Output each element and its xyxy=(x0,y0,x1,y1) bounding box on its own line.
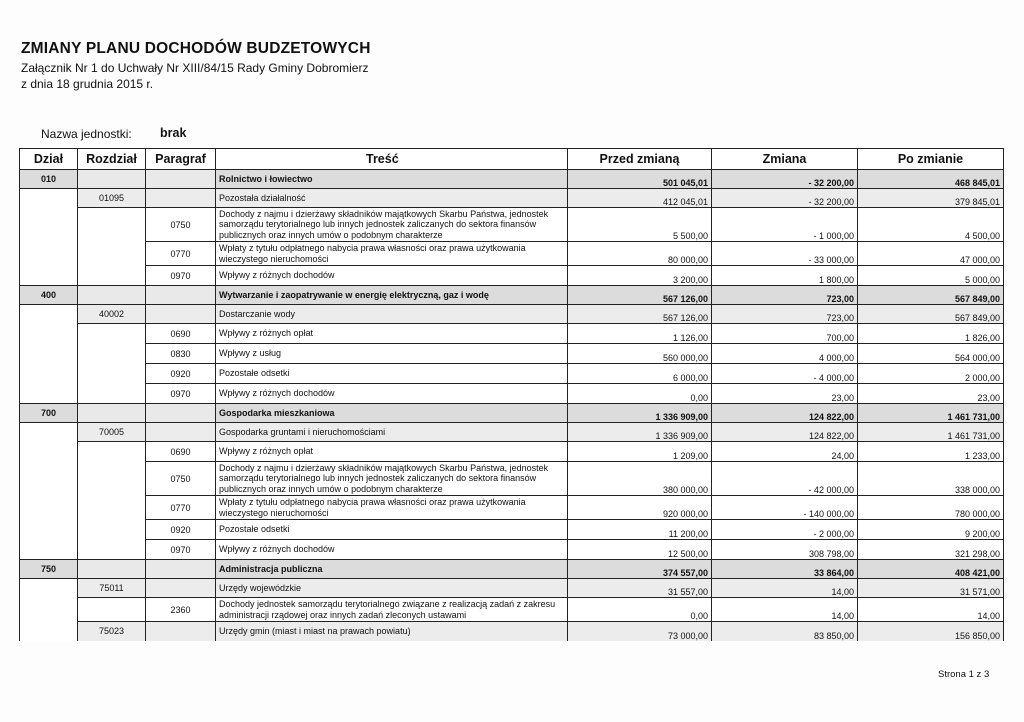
cell-po-zmianie: 780 000,00 xyxy=(858,496,1004,520)
cell-dzial xyxy=(20,598,78,622)
cell-tresc: Administracja publiczna xyxy=(216,560,568,579)
cell-tresc: Gospodarka mieszkaniowa xyxy=(216,404,568,423)
cell-dzial xyxy=(20,496,78,520)
cell-zmiana: 33 864,00 xyxy=(712,560,858,579)
unit-name-value: brak xyxy=(160,126,187,140)
cell-zmiana: 1 800,00 xyxy=(712,266,858,286)
table-row-paragraf xyxy=(20,324,1004,344)
cell-po-zmianie: 2 000,00 xyxy=(858,364,1004,384)
table-row-paragraf xyxy=(20,520,1004,540)
cell-paragraf: 0920 xyxy=(146,364,216,384)
table-row-paragraf xyxy=(20,496,1004,520)
budget-changes-table xyxy=(19,148,1004,641)
table-row-paragraf xyxy=(20,540,1004,560)
cell-rozdzial: 40002 xyxy=(78,305,146,324)
cell-dzial xyxy=(20,242,78,266)
cell-dzial xyxy=(20,344,78,364)
cell-rozdzial xyxy=(78,442,146,462)
table-row-paragraf xyxy=(20,242,1004,266)
cell-rozdzial xyxy=(78,170,146,189)
cell-przed-zmiana: 31 557,00 xyxy=(568,579,712,598)
cell-tresc: Wpływy z różnych dochodów xyxy=(216,540,568,560)
cell-przed-zmiana: 380 000,00 xyxy=(568,462,712,496)
cell-tresc: Urzędy wojewódzkie xyxy=(216,579,568,598)
cell-zmiana: 14,00 xyxy=(712,598,858,622)
cell-dzial xyxy=(20,579,78,598)
cell-tresc: Dochody jednostek samorządu terytorialnego związane z realizacją zadań z zakresu administracji rządowej oraz innych zadań zleconych ustawami xyxy=(216,598,568,622)
document-title: ZMIANY PLANU DOCHODÓW BUDZETOWYCH xyxy=(21,40,371,57)
cell-paragraf: 0770 xyxy=(146,496,216,520)
cell-rozdzial: 70005 xyxy=(78,423,146,442)
cell-dzial xyxy=(20,208,78,242)
cell-po-zmianie: 31 571,00 xyxy=(858,579,1004,598)
cell-przed-zmiana: 73 000,00 xyxy=(568,622,712,641)
cell-po-zmianie: 338 000,00 xyxy=(858,462,1004,496)
cell-po-zmianie: 567 849,00 xyxy=(858,286,1004,305)
cell-paragraf xyxy=(146,579,216,598)
cell-zmiana: 24,00 xyxy=(712,442,858,462)
cell-po-zmianie: 564 000,00 xyxy=(858,344,1004,364)
cell-tresc: Urzędy gmin (miast i miast na prawach powiatu) xyxy=(216,622,568,641)
cell-rozdzial xyxy=(78,560,146,579)
cell-tresc: Wpływy z różnych opłat xyxy=(216,324,568,344)
table-row-paragraf xyxy=(20,208,1004,242)
header-zmiana: Zmiana xyxy=(712,149,858,170)
cell-paragraf xyxy=(146,404,216,423)
cell-rozdzial xyxy=(78,266,146,286)
cell-paragraf: 0970 xyxy=(146,266,216,286)
cell-tresc: Wpłaty z tytułu odpłatnego nabycia prawa własności oraz prawa użytkowania wieczystego nieruchomości xyxy=(216,242,568,266)
cell-dzial: 700 xyxy=(20,404,78,423)
cell-przed-zmiana: 80 000,00 xyxy=(568,242,712,266)
cell-dzial: 400 xyxy=(20,286,78,305)
cell-tresc: Dostarczanie wody xyxy=(216,305,568,324)
cell-zmiana: - 4 000,00 xyxy=(712,364,858,384)
table-row-rozdzial xyxy=(20,189,1004,208)
cell-dzial xyxy=(20,266,78,286)
cell-zmiana: 4 000,00 xyxy=(712,344,858,364)
cell-dzial: 750 xyxy=(20,560,78,579)
cell-przed-zmiana: 5 500,00 xyxy=(568,208,712,242)
cell-przed-zmiana: 0,00 xyxy=(568,384,712,404)
cell-rozdzial xyxy=(78,242,146,266)
cell-tresc: Dochody z najmu i dzierżawy składników majątkowych Skarbu Państwa, jednostek samorządu terytorialnego lub innych jednostek zaliczanych do sektora finansów publicznych oraz innych umów o podobnym charakterze xyxy=(216,208,568,242)
table-row-rozdzial xyxy=(20,622,1004,641)
cell-po-zmianie: 321 298,00 xyxy=(858,540,1004,560)
cell-dzial xyxy=(20,189,78,208)
cell-zmiana: 83 850,00 xyxy=(712,622,858,641)
cell-przed-zmiana: 1 126,00 xyxy=(568,324,712,344)
cell-zmiana: - 42 000,00 xyxy=(712,462,858,496)
table-row-paragraf xyxy=(20,462,1004,496)
cell-zmiana: - 32 200,00 xyxy=(712,189,858,208)
cell-dzial xyxy=(20,423,78,442)
cell-tresc: Pozostałe odsetki xyxy=(216,520,568,540)
cell-po-zmianie: 47 000,00 xyxy=(858,242,1004,266)
cell-rozdzial xyxy=(78,208,146,242)
cell-przed-zmiana: 567 126,00 xyxy=(568,305,712,324)
table-row-dzial xyxy=(20,170,1004,189)
cell-po-zmianie: 4 500,00 xyxy=(858,208,1004,242)
cell-zmiana: - 2 000,00 xyxy=(712,520,858,540)
document-subtitle: Załącznik Nr 1 do Uchwały Nr XIII/84/15 Rady Gminy Dobromierz xyxy=(21,61,369,75)
cell-przed-zmiana: 374 557,00 xyxy=(568,560,712,579)
cell-po-zmianie: 379 845,01 xyxy=(858,189,1004,208)
cell-po-zmianie: 23,00 xyxy=(858,384,1004,404)
header-tresc: Treść xyxy=(216,149,568,170)
cell-tresc: Wpływy z różnych dochodów xyxy=(216,266,568,286)
cell-paragraf: 2360 xyxy=(146,598,216,622)
cell-rozdzial xyxy=(78,364,146,384)
table-row-dzial xyxy=(20,286,1004,305)
cell-po-zmianie: 468 845,01 xyxy=(858,170,1004,189)
cell-po-zmianie: 9 200,00 xyxy=(858,520,1004,540)
cell-przed-zmiana: 11 200,00 xyxy=(568,520,712,540)
cell-przed-zmiana: 412 045,01 xyxy=(568,189,712,208)
table-row-paragraf xyxy=(20,598,1004,622)
table-row-dzial xyxy=(20,560,1004,579)
cell-rozdzial: 75011 xyxy=(78,579,146,598)
cell-tresc: Rolnictwo i łowiectwo xyxy=(216,170,568,189)
cell-rozdzial xyxy=(78,598,146,622)
cell-dzial xyxy=(20,622,78,641)
cell-dzial xyxy=(20,540,78,560)
cell-dzial xyxy=(20,520,78,540)
table-row-rozdzial xyxy=(20,305,1004,324)
cell-rozdzial xyxy=(78,496,146,520)
cell-paragraf xyxy=(146,305,216,324)
cell-zmiana: - 1 000,00 xyxy=(712,208,858,242)
cell-po-zmianie: 14,00 xyxy=(858,598,1004,622)
cell-przed-zmiana: 560 000,00 xyxy=(568,344,712,364)
cell-zmiana: 700,00 xyxy=(712,324,858,344)
cell-przed-zmiana: 6 000,00 xyxy=(568,364,712,384)
table-row-dzial xyxy=(20,404,1004,423)
cell-paragraf: 0690 xyxy=(146,442,216,462)
cell-rozdzial xyxy=(78,520,146,540)
cell-dzial xyxy=(20,384,78,404)
cell-przed-zmiana: 12 500,00 xyxy=(568,540,712,560)
table-row-paragraf xyxy=(20,344,1004,364)
cell-tresc: Pozostałe odsetki xyxy=(216,364,568,384)
header-dzial: Dział xyxy=(20,149,78,170)
cell-po-zmianie: 1 233,00 xyxy=(858,442,1004,462)
cell-dzial xyxy=(20,364,78,384)
cell-po-zmianie: 567 849,00 xyxy=(858,305,1004,324)
cell-paragraf xyxy=(146,170,216,189)
cell-zmiana: 14,00 xyxy=(712,579,858,598)
cell-zmiana: 723,00 xyxy=(712,305,858,324)
cell-rozdzial xyxy=(78,344,146,364)
cell-przed-zmiana: 0,00 xyxy=(568,598,712,622)
cell-po-zmianie: 5 000,00 xyxy=(858,266,1004,286)
cell-zmiana: 124 822,00 xyxy=(712,404,858,423)
cell-po-zmianie: 1 826,00 xyxy=(858,324,1004,344)
cell-dzial: 010 xyxy=(20,170,78,189)
cell-dzial xyxy=(20,442,78,462)
unit-name-label: Nazwa jednostki: xyxy=(41,127,132,141)
cell-rozdzial: 75023 xyxy=(78,622,146,641)
cell-zmiana: - 140 000,00 xyxy=(712,496,858,520)
header-paragraf: Paragraf xyxy=(146,149,216,170)
cell-rozdzial xyxy=(78,384,146,404)
cell-rozdzial xyxy=(78,324,146,344)
cell-zmiana: 723,00 xyxy=(712,286,858,305)
cell-przed-zmiana: 567 126,00 xyxy=(568,286,712,305)
cell-tresc: Pozostała działalność xyxy=(216,189,568,208)
cell-zmiana: 308 798,00 xyxy=(712,540,858,560)
cell-paragraf xyxy=(146,622,216,641)
cell-zmiana: - 33 000,00 xyxy=(712,242,858,266)
cell-po-zmianie: 408 421,00 xyxy=(858,560,1004,579)
cell-paragraf: 0690 xyxy=(146,324,216,344)
cell-tresc: Dochody z najmu i dzierżawy składników majątkowych Skarbu Państwa, jednostek samorządu terytorialnego lub innych jednostek zaliczanych do sektora finansów publicznych oraz innych umów o podobnym charakterze xyxy=(216,462,568,496)
table-row-rozdzial xyxy=(20,579,1004,598)
cell-po-zmianie: 156 850,00 xyxy=(858,622,1004,641)
cell-dzial xyxy=(20,462,78,496)
cell-przed-zmiana: 1 209,00 xyxy=(568,442,712,462)
cell-tresc: Wpływy z różnych dochodów xyxy=(216,384,568,404)
cell-rozdzial xyxy=(78,540,146,560)
cell-paragraf xyxy=(146,189,216,208)
cell-dzial xyxy=(20,324,78,344)
cell-przed-zmiana: 1 336 909,00 xyxy=(568,404,712,423)
cell-paragraf: 0970 xyxy=(146,384,216,404)
cell-tresc: Wpłaty z tytułu odpłatnego nabycia prawa własności oraz prawa użytkowania wieczystego nieruchomości xyxy=(216,496,568,520)
cell-paragraf xyxy=(146,286,216,305)
cell-przed-zmiana: 1 336 909,00 xyxy=(568,423,712,442)
cell-paragraf xyxy=(146,560,216,579)
cell-paragraf: 0970 xyxy=(146,540,216,560)
cell-zmiana: 23,00 xyxy=(712,384,858,404)
cell-tresc: Wytwarzanie i zaopatrywanie w energię elektryczną, gaz i wodę xyxy=(216,286,568,305)
header-po-zmianie: Po zmianie xyxy=(858,149,1004,170)
cell-paragraf: 0770 xyxy=(146,242,216,266)
table-row-rozdzial xyxy=(20,423,1004,442)
cell-paragraf: 0750 xyxy=(146,208,216,242)
cell-dzial xyxy=(20,305,78,324)
cell-po-zmianie: 1 461 731,00 xyxy=(858,404,1004,423)
table-header-row xyxy=(20,149,1004,170)
cell-zmiana: 124 822,00 xyxy=(712,423,858,442)
cell-przed-zmiana: 920 000,00 xyxy=(568,496,712,520)
cell-tresc: Wpływy z usług xyxy=(216,344,568,364)
cell-paragraf xyxy=(146,423,216,442)
cell-paragraf: 0750 xyxy=(146,462,216,496)
table-row-paragraf xyxy=(20,384,1004,404)
cell-paragraf: 0830 xyxy=(146,344,216,364)
cell-zmiana: - 32 200,00 xyxy=(712,170,858,189)
header-rozdzial: Rozdział xyxy=(78,149,146,170)
cell-rozdzial xyxy=(78,404,146,423)
page-number: Strona 1 z 3 xyxy=(938,669,990,680)
cell-tresc: Gospodarka gruntami i nieruchomościami xyxy=(216,423,568,442)
cell-tresc: Wpływy z różnych opłat xyxy=(216,442,568,462)
cell-paragraf: 0920 xyxy=(146,520,216,540)
table-row-paragraf xyxy=(20,364,1004,384)
document-date: z dnia 18 grudnia 2015 r. xyxy=(21,77,154,91)
cell-po-zmianie: 1 461 731,00 xyxy=(858,423,1004,442)
cell-przed-zmiana: 501 045,01 xyxy=(568,170,712,189)
table-row-paragraf xyxy=(20,266,1004,286)
cell-rozdzial: 01095 xyxy=(78,189,146,208)
cell-rozdzial xyxy=(78,286,146,305)
table-row-paragraf xyxy=(20,442,1004,462)
header-przed-zmiana: Przed zmianą xyxy=(568,149,712,170)
cell-przed-zmiana: 3 200,00 xyxy=(568,266,712,286)
cell-rozdzial xyxy=(78,462,146,496)
